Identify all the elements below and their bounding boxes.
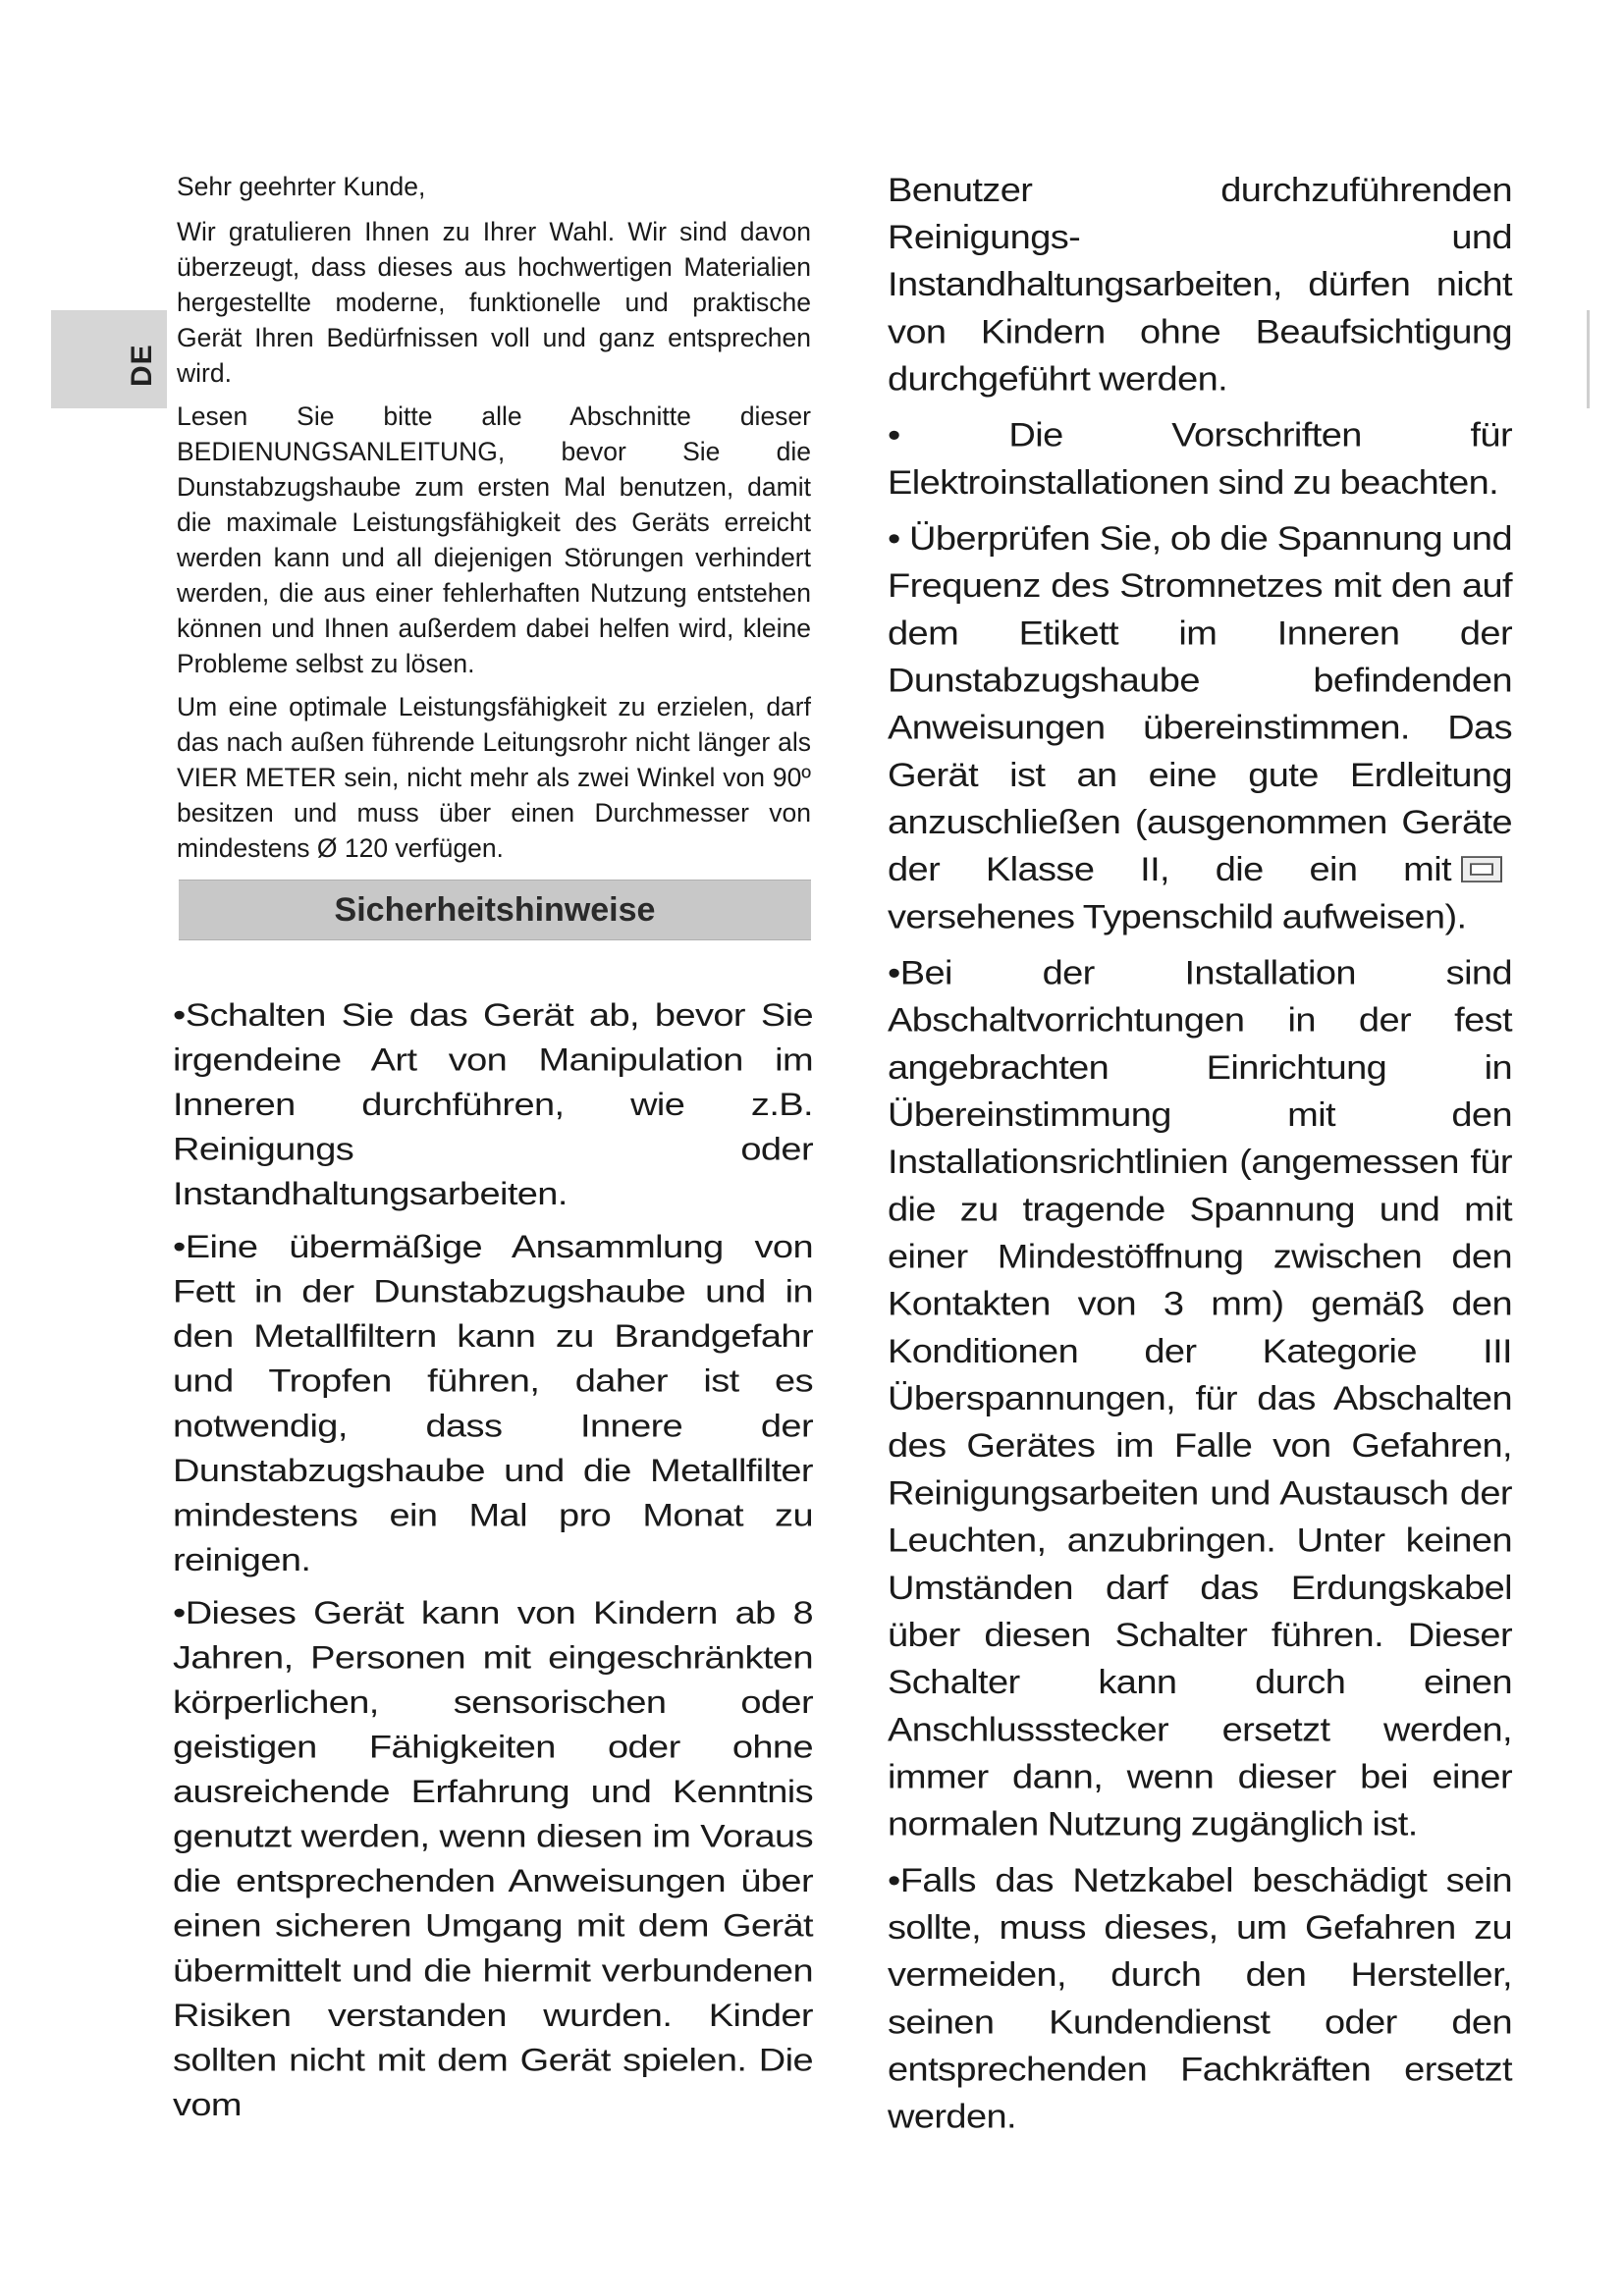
safety-item-class-ii	[888, 515, 1512, 941]
safety-item-text: • Überprüfen Sie, ob die Spannung und Frequenz des Stromnetzes mit den auf dem Etikett im Inneren der Dunstabzugshaube befindenden Anweisungen übereinstimmen. Das Gerät ist an eine gute Erdleitung anzuschließen (ausgenommen Geräte der Klasse II, die ein mit	[888, 520, 1512, 889]
safety-item: •Falls das Netzkabel beschädigt sein sollte, muss dieses, um Gefahren zu vermeiden, durch den Hersteller, seinen Kundendienst oder den entsprechenden Fachkräften ersetzt werden.	[888, 1862, 1512, 2136]
section-heading: Sicherheitshinweise	[179, 880, 811, 940]
intro-paragraph-1: Wir gratulieren Ihnen zu Ihrer Wahl. Wir sind davon überzeugt, dass dieses aus hochwertigen Materialien hergestellte moderne, funktionelle und praktische Gerät Ihren Bedürfnissen voll und ganz entsprechen wird.	[177, 217, 811, 388]
safety-item: •Dieses Gerät kann von Kindern ab 8 Jahren, Personen mit eingeschränkten körperlichen, sensorischen oder geistigen Fähigkeiten oder ohne ausreichende Erfahrung und Kenntnis genutzt werden, wenn diesen im Voraus die entsprechenden Anweisungen über einen sicheren Umgang mit dem Gerät übermittelt und die hiermit verbundenen Risiken verstanden wurden. Kinder sollten nicht mit dem Gerät spielen. Die vom	[173, 1596, 813, 2123]
left-column-body	[173, 993, 813, 2136]
greeting: Sehr geehrter Kunde,	[177, 172, 426, 201]
right-column-body	[888, 167, 1512, 2150]
intro-section	[177, 169, 811, 874]
intro-paragraph-3: Um eine optimale Leistungsfähigkeit zu erzielen, darf das nach außen führende Leitungsrohr nicht länger als VIER METER sein, nicht mehr als zwei Winkel von 90º besitzen und muss über einen Durchmesser von mindestens Ø 120 verfügen.	[177, 692, 811, 863]
continuation-paragraph: Benutzer durchzuführenden Reinigungs- und Instandhaltungsarbeiten, dürfen nicht von Kindern ohne Beaufsichtigung durchgeführt werden.	[888, 172, 1512, 399]
safety-item: •Schalten Sie das Gerät ab, bevor Sie irgendeine Art von Manipulation im Inneren durchführen, wie z.B. Reinigungs oder Instandhaltungsarbeiten.	[173, 998, 813, 1212]
language-tab-label: DE	[126, 344, 158, 387]
safety-item: • Die Vorschriften für Elektroinstallationen sind zu beachten.	[888, 417, 1512, 502]
safety-item: •Eine übermäßige Ansammlung von Fett in der Dunstabzugshaube und in den Metallfiltern kann zu Brandgefahr und Tropfen führen, daher ist es notwendig, dass Innere der Dunstabzugshaube und die Metallfilter mindestens ein Mal pro Monat zu reinigen.	[173, 1230, 813, 1578]
intro-paragraph-2: Lesen Sie bitte alle Abschnitte dieser BEDIENUNGSANLEITUNG, bevor Sie die Dunstabzugshaube zum ersten Mal benutzen, damit die maximale Leistungsfähigkeit des Geräts erreicht werden kann und all diejenigen Störungen verhindert werden, die aus einer fehlerhaften Nutzung entstehen können und Ihnen außerdem dabei helfen wird, kleine Probleme selbst zu lösen.	[177, 401, 811, 678]
page-edge-mark	[1587, 310, 1590, 408]
safety-item-text: versehenes Typenschild aufweisen).	[888, 898, 1467, 936]
class-ii-double-insulation-icon	[1461, 856, 1502, 882]
safety-item: •Bei der Installation sind Abschaltvorrichtungen in der fest angebrachten Einrichtung in Übereinstimmung mit den Installationsrichtlinien (angemessen für die zu tragende Spannung und mit einer Mindestöffnung zwischen den Kontakten von 3 mm) gemäß den Konditionen der Kategorie III Überspannungen, für das Abschalten des Gerätes im Falle von Gefahren, Reinigungsarbeiten und Austausch der Leuchten, anzubringen. Unter keinen Umständen darf das Erdungskabel über diesen Schalter führen. Dieser Schalter kann durch einen Anschlussstecker ersetzt werden, immer dann, wenn dieser bei einer normalen Nutzung zugänglich ist.	[888, 955, 1512, 1843]
